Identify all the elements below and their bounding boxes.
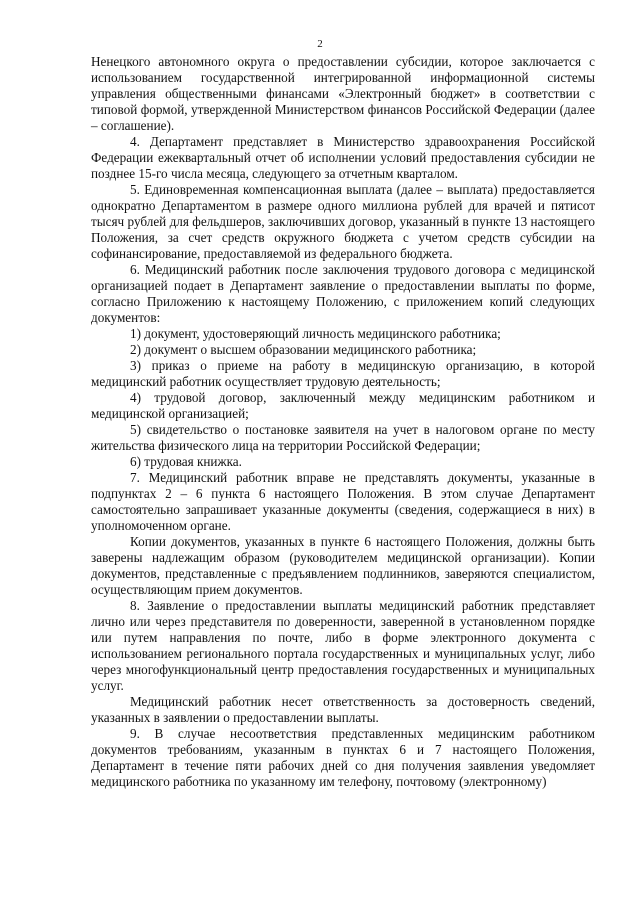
- paragraph-item-8: 8. Заявление о предоставлении выплаты медицинский работник представляет лично или через представителя по доверенности, заверенной в установленном порядке или путем направления по почте, либо в форме электронного документа с использованием регионального портала государственных и муниципальных услуг, либо через многофункциональный центр предоставления государственных и муниципальных услуг.: [91, 598, 595, 693]
- subitem-6-2: 2) документ о высшем образовании медицинского работника;: [130, 342, 477, 357]
- subitem-6-1: 1) документ, удостоверяющий личность медицинского работника;: [130, 326, 501, 341]
- paragraph-item-6: 6. Медицинский работник после заключения трудового договора с медицинской организацией подает в Департамент заявление о предоставлении выплаты по форме, согласно Приложению к настоящему Положению, с приложением копий следующих документов:: [91, 262, 595, 325]
- paragraph-continuation: Ненецкого автономного округа о предоставлении субсидии, которое заключается с использованием государственной интегрированной информационной системы управления общественными финансами «Электронный бюджет» в соответствии с типовой формой, утвержденной Министерством финансов Российской Федерации (далее – соглашение).: [91, 54, 595, 133]
- subitem-6-6: 6) трудовая книжка.: [130, 454, 242, 469]
- subitem-6-3: 3) приказ о приеме на работу в медицинскую организацию, в которой медицинский работник осуществляет трудовую деятельность;: [91, 358, 595, 389]
- document-body: [91, 54, 595, 790]
- paragraph-item-7: 7. Медицинский работник вправе не представлять документы, указанные в подпунктах 2 – 6 пункта 6 настоящего Положения. В этом случае Департамент самостоятельно запрашивает указанные документы (сведения, содержащиеся в них) в уполномоченном органе.: [91, 470, 595, 533]
- paragraph-item-9: 9. В случае несоответствия представленных медицинским работником документов требованиям, указанным в пунктах 6 и 7 настоящего Положения, Департамент в течение пяти рабочих дней со дня получения заявления уведомляет медицинского работника по указанному им телефону, почтовому (электронному): [91, 726, 595, 789]
- subitem-6-4: 4) трудовой договор, заключенный между медицинским работником и медицинской организацией;: [91, 390, 595, 421]
- subitem-6-5: 5) свидетельство о постановке заявителя на учет в налоговом органе по месту жительства физического лица на территории Российской Федерации;: [91, 422, 595, 453]
- paragraph-responsibility: Медицинский работник несет ответственность за достоверность сведений, указанных в заявлении о предоставлении выплаты.: [91, 694, 595, 725]
- page-number: 2: [317, 38, 323, 50]
- paragraph-item-5: 5. Единовременная компенсационная выплата (далее – выплата) предоставляется однократно Департаментом в размере одного миллиона рублей для врачей и пятисот тысяч рублей для фельдшеров, заключивших договор, указанный в пункте 13 настоящего Положения, за счет средств окружного бюджета с учетом средств субсидии на софинансирование, предоставляемой из федерального бюджета.: [91, 182, 595, 261]
- paragraph-item-4: 4. Департамент представляет в Министерство здравоохранения Российской Федерации ежеквартальный отчет об исполнении условий предоставления субсидии не позднее 15-го числа месяца, следующего за отчетным кварталом.: [91, 134, 595, 181]
- paragraph-copies: Копии документов, указанных в пункте 6 настоящего Положения, должны быть заверены надлежащим образом (руководителем медицинской организации). Копии документов, представленные с предъявлением подлинников, заверяются специалистом, осуществляющим прием документов.: [91, 534, 595, 597]
